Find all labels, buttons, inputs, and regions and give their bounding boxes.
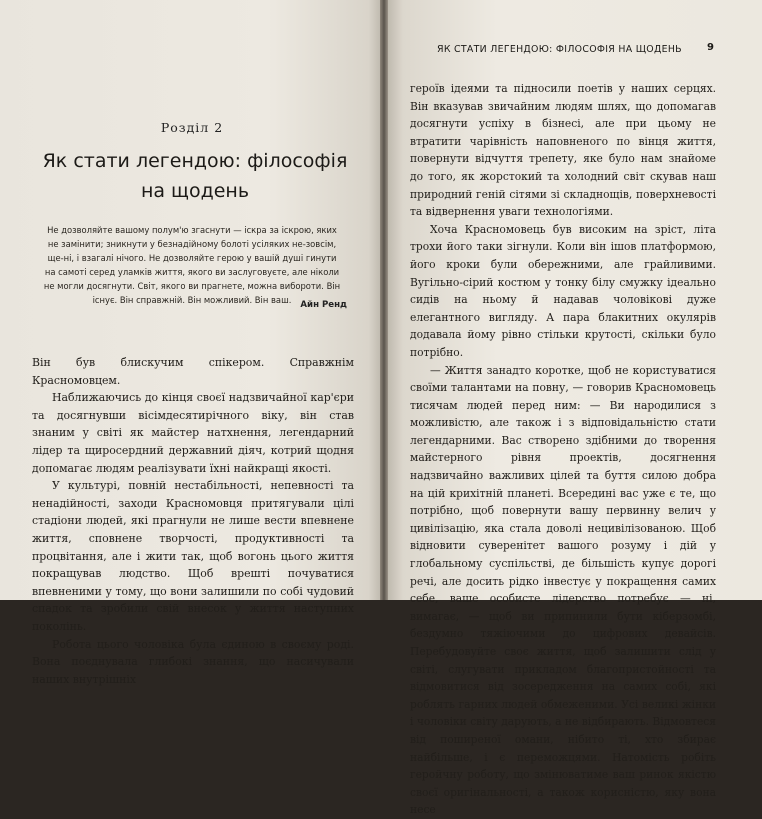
- page-number: 9: [707, 42, 714, 53]
- chapter-title: Як стати легендою: філософія на щодень: [42, 150, 348, 202]
- epigraph-quote: Не дозволяйте вашому полум'ю згаснути — іскра за іскрою, яких не замінити; зникнути у безнадійному болоті усіляких не-зовсім, ще-ні, і взагалі нічого. Не дозволяйте герою у вашій душі гинути на самоті серед уламків життя, якого ви заслуговуєте, але ніколи не могли досягнути. Світ, якого ви прагнете, можна вибороти. Він існує. Він справжній. Він можливий. Він ваш.: [43, 225, 341, 305]
- paragraph: Він був блискучим спікером. Справжнім Красномовцем.: [32, 356, 354, 387]
- paragraph: У культурі, повній нестабільності, непевності та ненадійності, заходи Красномовця притягували цілі стадіони людей, які прагнули не лише вести впевнене життя, сповнене творчості, продуктивності та процвітання, але і жити так, щоб вогонь цього життя покращував людство. Щоб врешті почуватися впевненими у тому, що вони залишили по собі чудовий спадок та зробили свій внесок у життя наступних поколінь.: [32, 479, 354, 633]
- book-gutter: [380, 0, 388, 600]
- paragraph: — Життя занадто коротке, щоб не користуватися своїми талантами на повну, — говорив Красномовець тисячам людей перед ним: — Ви народилися з можливістю, але також і з відповідальністю стати легендарними. Вас створено здібними до творення майстерного рівня проектів, досягнення надзвичайно важливих цілей та буття силою добра на цій крихітній планеті. Всередині вас уже є те, що потрібно, щоб повернути вашу первинну велич у цивілізацію, яка стала доволі нецивілізованою. Щоб відновити суверенітет вашого розуму і дій у глобальному суспільстві, де більшість купує дорогі речі, але досить рідко інвестує у покращення самих себе, ваше особисте лідерство потребує — ні, вимагає, — щоб ви припинили бути кіберзомбі, бездумно тяжіючими до цифрових девайсів. Перебудовуйте своє життя, щоб залишити слід у світі, слугувати прикладом благопристойності та відмовитися від зосередження на самих собі, які роблять гарних людей обмеженими. Усі великі жінки і чоловіки світу дарують, а не відбирають. Відмовтеся від поширеної омани, нібито ті, хто збирає найбільше, і є переможцями. Натомість робіть геройчну роботу, що змінюватиме ваш ринок якістю своєї оригінальності, а також корисністю, яку вона несе: [410, 363, 716, 817]
- paragraph: Наближаючись до кінця своєї надзвичайної кар'єри та досягнувши вісімдесятирічного віку, він став знаним у світі як майстер натхнення, легендарний лідер та щиросердний державний діяч, котрий щодня допомагає людям реалізувати їхні найкращі якості.: [32, 391, 354, 475]
- epigraph-author: Айн Ренд: [300, 300, 347, 310]
- paragraph: Хоча Красномовець був високим на зріст, літа трохи його таки зігнули. Коли він ішов платформою, його кроки були обережними, але грайливими. Вугільно-сірий костюм у тонку білу смужку ідеально сидів на ньому й надавав чоловікові дуже елегантного вигляду. А пара блакитних окулярів додавала йому рівно стільки крутості, скільки було потрібно.: [410, 222, 716, 359]
- chapter-label: Розділ 2: [160, 120, 224, 135]
- right-body-text: [410, 80, 716, 819]
- paragraph: Робота цього чоловіка була єдиною в своєму роді. Вона поєднувала глибокі знання, що насичували наших внутрішніх: [32, 637, 354, 686]
- paragraph: героїв ідеями та підносили поетів у наших серцях. Він вказував звичайним людям шлях, що допомагав досягнути успіху в бізнесі, але при цьому не втратити чарівність наповненого по вінця життя, повернути відчуття трепету, яке було нам знайоме до того, як жорстокий та холодний світ скував наш природний геній сітями зі складнощів, поверхневості та відвернення уваги технологіями.: [410, 82, 716, 219]
- left-page: [0, 0, 384, 686]
- left-body-text: [32, 354, 354, 688]
- running-head: ЯК СТАТИ ЛЕГЕНДОЮ: ФІЛОСОФІЯ НА ЩОДЕНЬ: [437, 44, 682, 55]
